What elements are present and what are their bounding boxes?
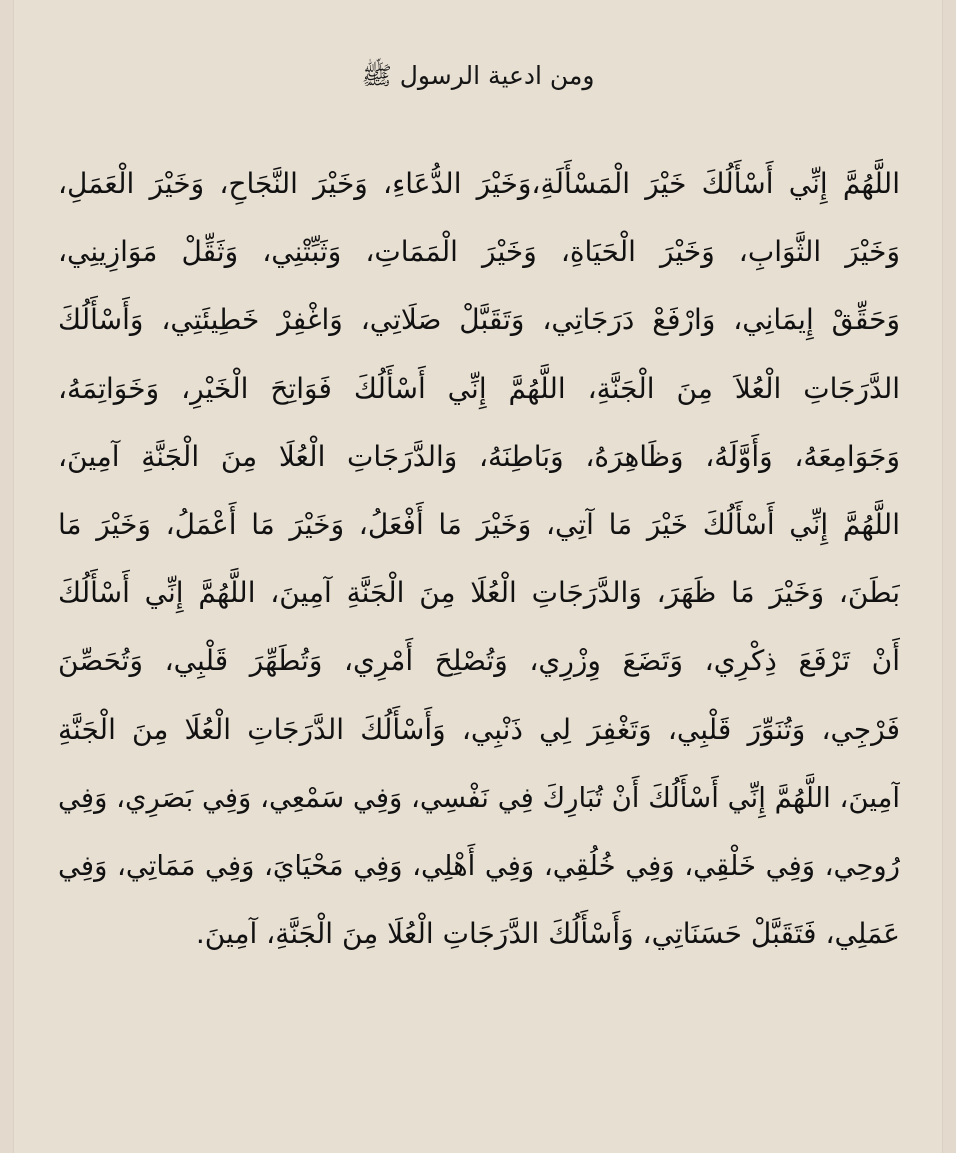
document-title: ومن ادعية الرسول ﷺ	[361, 61, 595, 90]
text-line-4: الدَّرَجَاتِ الْعُلاَ مِنَ الْجَنَّةِ، اللَّهُمَّ إِنِّي أَسْأَلُكَ فَوَاتِحَ الْخَيْرِ، وَخَوَاتِمَهُ،	[58, 371, 900, 405]
text-line-9: فَرْجِي، وَتُنَوِّرَ قَلْبِي، وَتَغْفِرَ لِي ذَنْبِي، وَأَسْأَلُكَ الدَّرَجَاتِ الْعُلَا مِنَ الْجَنَّةِ	[58, 712, 900, 746]
text-line-10: آمِينَ، اللَّهُمَّ إِنِّي أَسْأَلُكَ أَنْ تُبَارِكَ فِي نَفْسِي، وَفِي سَمْعِي، وَفِي بَصَرِي، وَفِي	[58, 781, 900, 814]
text-line-1: اللَّهُمَّ إِنِّي أَسْأَلُكَ خَيْرَ الْمَسْأَلَةِ،وَخَيْرَ الدُّعَاءِ، وَخَيْرَ النَّجَاحِ، وَخَيْرَ الْعَمَلِ،	[58, 167, 900, 200]
text-line-7: بَطَنَ، وَخَيْرَ مَا ظَهَرَ، وَالدَّرَجَاتِ الْعُلَا مِنَ الْجَنَّةِ آمِينَ، اللَّهُمَّ إِنِّي أَسْأَلُكَ	[58, 576, 900, 610]
text-line-8: أَنْ تَرْفَعَ ذِكْرِي، وَتَضَعَ وِزْرِي، وَتُصْلِحَ أَمْرِي، وَتُطَهِّرَ قَلْبِي، وَتُحَصِّنَ	[58, 644, 900, 678]
text-line-11: رُوحِي، وَفِي خَلْقِي، وَفِي خُلُقِي، وَفِي أَهْلِي، وَفِي مَحْيَايَ، وَفِي مَمَاتِي، وَفِي	[58, 849, 900, 882]
supplication-text	[58, 150, 900, 968]
text-line-6: اللَّهُمَّ إِنِّي أَسْأَلُكَ خَيْرَ مَا آتِي، وَخَيْرَ مَا أَفْعَلُ، وَخَيْرَ مَا أَعْمَلُ، وَخَيْرَ مَا	[58, 507, 900, 541]
text-line-2: وَخَيْرَ الثَّوَابِ، وَخَيْرَ الْحَيَاةِ، وَخَيْرَ الْمَمَاتِ، وَثَبِّتْنِي، وَثَقِّلْ مَوَازِينِي،	[58, 235, 900, 269]
text-line-5: وَجَوَامِعَهُ، وَأَوَّلَهُ، وَظَاهِرَهُ، وَبَاطِنَهُ، وَالدَّرَجَاتِ الْعُلَا مِنَ الْجَنَّةِ آمِينَ،	[58, 439, 900, 473]
text-line-12: عَمَلِي، فَتَقَبَّلْ حَسَنَاتِي، وَأَسْأَلُكَ الدَّرَجَاتِ الْعُلَا مِنَ الْجَنَّةِ، آمِينَ.	[195, 917, 900, 951]
text-line-3: وَحَقِّقْ إِيمَانِي، وَارْفَعْ دَرَجَاتِي، وَتَقَبَّلْ صَلَاتِي، وَاغْفِرْ خَطِيئَتِي، وَأَسْأَلُكَ	[58, 303, 900, 337]
